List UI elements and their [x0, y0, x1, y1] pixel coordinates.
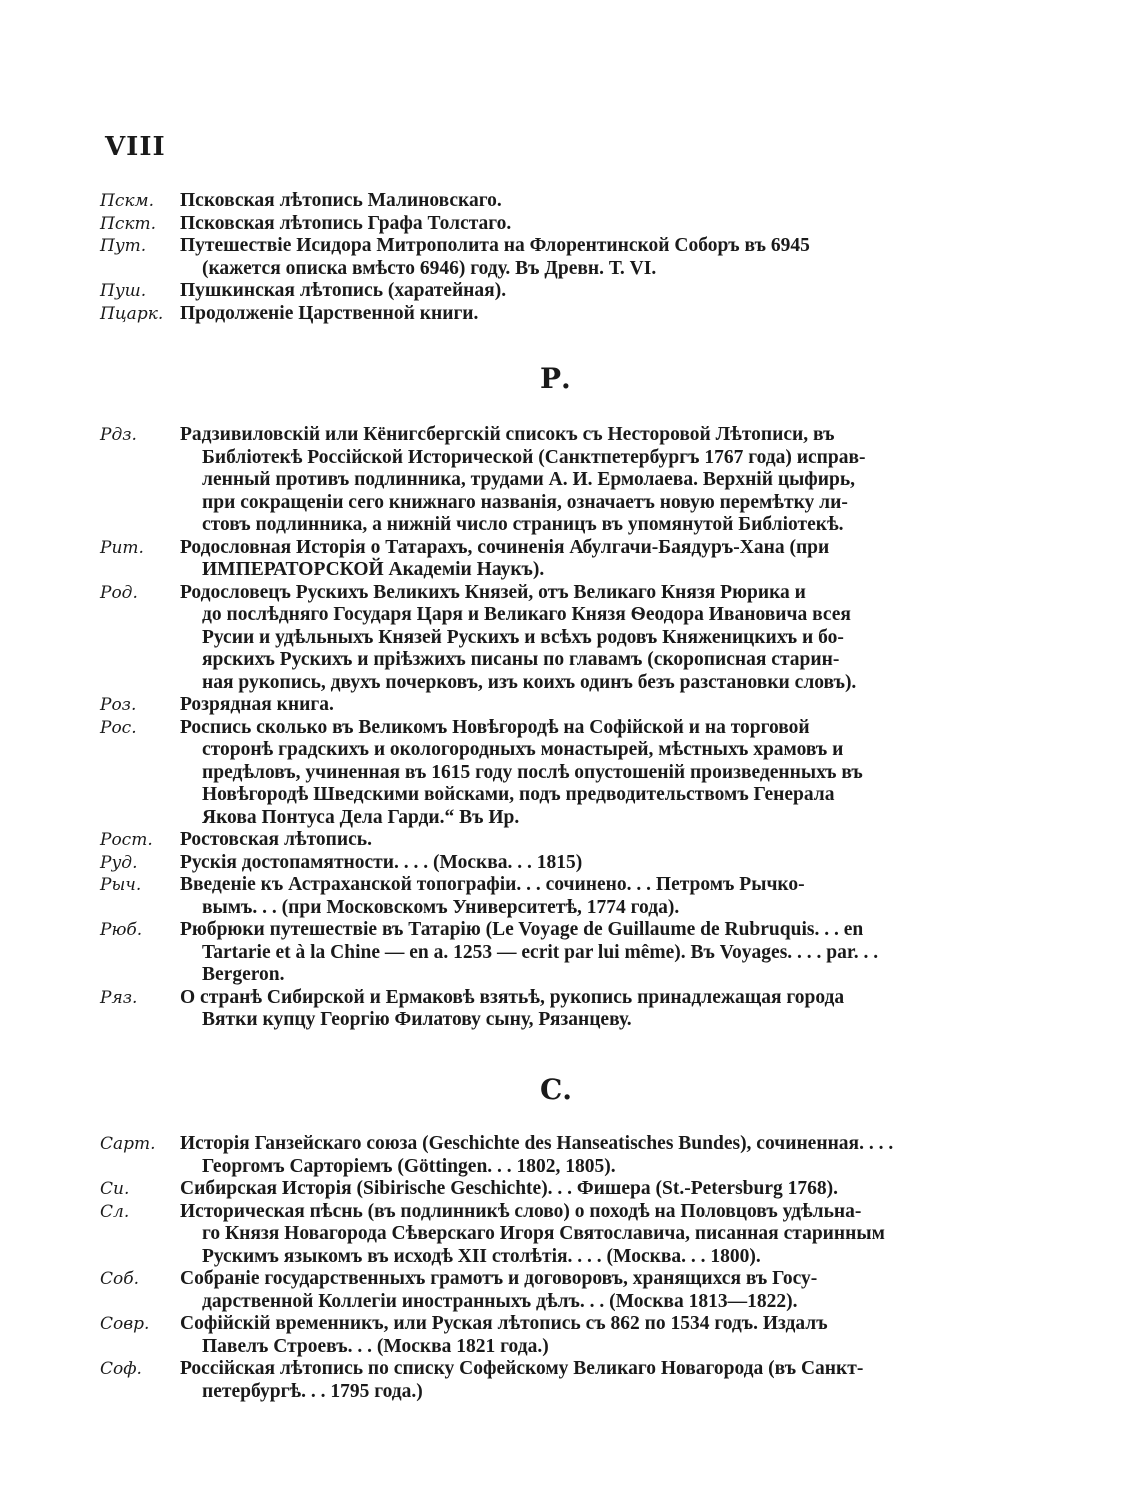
entry-line: ярскихъ Рускихъ и пріѣзжихъ писаны по главамъ (скорописная старин- [202, 649, 840, 670]
entry-text [180, 424, 1030, 537]
entry-text [180, 987, 1030, 1032]
entry-text [180, 1133, 1030, 1178]
entry-text [180, 537, 1030, 582]
entry-line: дарственной Коллегіи иностранныхъ дѣлъ. . . (Москва 1813—1822). [202, 1290, 798, 1312]
entry-line: Bergeron. [202, 964, 285, 985]
entry-line: сторонѣ градскихъ и окологородныхъ монастырей, мѣстныхъ храмовъ и [202, 739, 844, 760]
bibliography-entry [100, 537, 1030, 582]
entry-abbreviation: Пцарк. [100, 303, 164, 324]
bibliography-entry [100, 1358, 1030, 1403]
entry-line: Пушкинская лѣтопись (харатейная). [180, 280, 507, 301]
entry-line: Историческая пѣснь (въ подлинникѣ слово) о походѣ на Половцовъ удѣльна- [180, 1200, 862, 1222]
entry-abbreviation: Сл. [100, 1201, 130, 1222]
entry-line: Путешествіе Исидора Митрополита на Флорентинской Соборъ въ 6945 [180, 235, 810, 256]
entries-s [100, 1133, 1030, 1403]
entry-text [180, 1313, 1030, 1358]
entry-line: Исторія Ганзейскаго союза (Geschichte des Hanseatisches Bundes), сочиненная. . . . [180, 1133, 894, 1154]
entry-line: Вятки купцу Георгію Филатову сыну, Рязанцеву. [202, 1009, 632, 1030]
entry-abbreviation: Пуш. [100, 281, 147, 301]
bibliography-entry [100, 717, 1030, 830]
entry-abbreviation: Рыч. [100, 875, 142, 895]
entry-line: О странѣ Сибирской и Ермаковѣ взятьѣ, рукопись принадлежащая города [180, 986, 845, 1008]
entry-line: го Князя Новагорода Сѣверскаго Игоря Святославича, писанная старинным [202, 1223, 885, 1244]
bibliography-entry [100, 987, 1030, 1032]
entry-abbreviation: Рюб. [100, 920, 143, 940]
entry-line: ленный противъ подлинника, трудами А. И. Ермолаева. Верхній цыфирь, [202, 469, 856, 490]
entry-line: Рюбрюки путешествіе въ Татарію (Le Voyage de Guillaume de Rubruquis. . . en [180, 919, 864, 940]
entry-abbreviation: Ряз. [100, 987, 138, 1008]
entry-line: петербургѣ. . . 1795 года.) [202, 1380, 423, 1402]
entry-line: Русии и удѣльныхъ Князей Рускихъ и всѣхъ родовъ Княженицкихъ и бо- [202, 626, 844, 648]
entry-line: Радзивиловскій или Кёнигсбергскій списокъ съ Несторовой Лѣтописи, въ [180, 424, 835, 445]
entry-abbreviation: Пскт. [100, 213, 157, 234]
entry-text [180, 717, 1030, 830]
entry-line: Продолженіе Царственной книги. [180, 302, 479, 324]
entry-line: Якова Понтуса Дела Гарди.“ Въ Ир. [202, 806, 520, 828]
entry-line: Софійскій временникъ, или Руская лѣтопись съ 862 по 1534 годъ. Издалъ [180, 1313, 828, 1334]
entry-line: Георгомъ Сарторіемъ (Göttingen. . . 1802, 1805). [202, 1155, 616, 1177]
entry-line: Роспись сколько въ Великомъ Новѣгородѣ на Софійской и на торговой [180, 716, 810, 738]
entry-abbreviation: Пскм. [100, 191, 154, 211]
entry-text [180, 874, 1030, 919]
bibliography-entry [100, 919, 1030, 987]
entry-text [180, 852, 1030, 875]
section-heading-r: Р. [540, 362, 571, 395]
bibliography-entry [100, 694, 1030, 717]
entry-text [180, 694, 1030, 717]
bibliography-entry [100, 1133, 1030, 1178]
entry-text [180, 1358, 1030, 1403]
bibliography-entry [100, 1268, 1030, 1313]
entry-line: при сокращеніи сего книжнаго названія, означаетъ новую перемѣтку ли- [202, 491, 848, 513]
bibliography-entry [100, 1178, 1030, 1201]
entry-line: Сибирская Исторія (Sibirische Geschichte). . . Фишера (St.-Petersburg 1768). [180, 1178, 839, 1199]
entry-abbreviation: Сарт. [100, 1134, 156, 1154]
entry-abbreviation: Род. [100, 582, 138, 603]
bibliography-entry [100, 235, 1030, 280]
entry-line: Родословная Исторія о Татарахъ, сочиненія Абулгачи-Баядуръ-Хана (при [180, 536, 830, 558]
entry-line: Собраніе государственныхъ грамотъ и договоровъ, хранящихся въ Госу- [180, 1268, 818, 1289]
entry-text [180, 213, 1030, 236]
entry-text [180, 280, 1030, 303]
bibliography-entry [100, 280, 1030, 303]
entry-abbreviation: Соф. [100, 1359, 142, 1379]
bibliography-entry [100, 582, 1030, 695]
bibliography-entry [100, 1313, 1030, 1358]
entry-abbreviation: Роз. [100, 695, 137, 715]
section-heading-s: С. [540, 1073, 573, 1106]
entry-abbreviation: Совр. [100, 1314, 150, 1334]
entry-line: до послѣдняго Государя Царя и Великаго Князя Ѳеодора Ивановича всея [202, 604, 851, 625]
entry-line: Рускимъ языкомъ въ исходѣ XII столѣтія. . . . (Москва. . . 1800). [202, 1245, 761, 1267]
page-number: VIII [105, 132, 166, 162]
entry-line: Tartarie et à la Chine — en a. 1253 — ecrit par lui même). Въ Voyages. . . . par. . . [202, 941, 879, 963]
entries-r [100, 424, 1030, 1032]
entry-abbreviation: Рит. [100, 537, 144, 558]
entry-line: Розрядная книга. [180, 694, 334, 715]
entry-text [180, 1178, 1030, 1201]
entry-line: предѣловъ, учиненная въ 1615 году послѣ опустошеній произведенныхъ въ [202, 761, 863, 783]
entry-line: ная рукопись, двухъ почерковъ, изъ коихъ одинъ безъ разстановки словъ). [202, 671, 857, 693]
entry-line: вымъ. . . (при Московскомъ Университетѣ, 1774 года). [202, 896, 680, 918]
entry-line: Ростовская лѣтопись. [180, 829, 372, 850]
bibliography-entry [100, 829, 1030, 852]
entry-abbreviation: Руд. [100, 852, 138, 873]
entry-line: Россійская лѣтопись по списку Софейскому Великаго Новагорода (въ Санкт- [180, 1358, 864, 1379]
entry-line: ИМПЕРАТОРСКОЙ Академіи Наукъ). [202, 559, 545, 580]
entry-abbreviation: Рост. [100, 830, 153, 850]
entry-abbreviation: Си. [100, 1179, 130, 1199]
entry-line: Рускія достопамятности. . . . (Москва. . . 1815) [180, 851, 583, 873]
entry-line: Новѣгородѣ Шведскими войсками, подъ предводительствомъ Генерала [202, 784, 835, 805]
entry-text [180, 829, 1030, 852]
entry-text [180, 303, 1030, 326]
entry-line: Библіотекѣ Россійской Исторической (Санктпетербургъ 1767 года) исправ- [202, 446, 866, 468]
entry-text [180, 1201, 1030, 1269]
entry-abbreviation: Рдз. [100, 425, 137, 445]
entry-line: стовъ подлинника, а нижній число страницъ въ упомянутой Библіотекѣ. [202, 514, 844, 535]
entry-line: (кажется описка вмѣсто 6946) году. Въ Древн. Т. VI. [202, 257, 657, 279]
entry-abbreviation: Соб. [100, 1269, 140, 1289]
entries-top [100, 190, 1030, 325]
entry-text [180, 582, 1030, 695]
entry-text [180, 190, 1030, 213]
entry-abbreviation: Рос. [100, 717, 137, 738]
bibliography-entry [100, 852, 1030, 875]
entry-abbreviation: Пут. [100, 236, 147, 256]
bibliography-entry [100, 213, 1030, 236]
entry-text [180, 1268, 1030, 1313]
bibliography-entry [100, 190, 1030, 213]
entry-line: Павелъ Строевъ. . . (Москва 1821 года.) [202, 1335, 549, 1357]
entry-line: Псковская лѣтопись Графа Толстаго. [180, 212, 512, 234]
bibliography-entry [100, 1201, 1030, 1269]
entry-text [180, 235, 1030, 280]
entry-line: Введеніе къ Астраханской топографіи. . . сочинено. . . Петромъ Рычко- [180, 874, 805, 895]
bibliography-entry [100, 303, 1030, 326]
bibliography-entry [100, 874, 1030, 919]
entry-line: Родословецъ Рускихъ Великихъ Князей, отъ Великаго Князя Рюрика и [180, 581, 806, 603]
entry-line: Псковская лѣтопись Малиновскаго. [180, 190, 502, 211]
entry-text [180, 919, 1030, 987]
bibliography-entry [100, 424, 1030, 537]
